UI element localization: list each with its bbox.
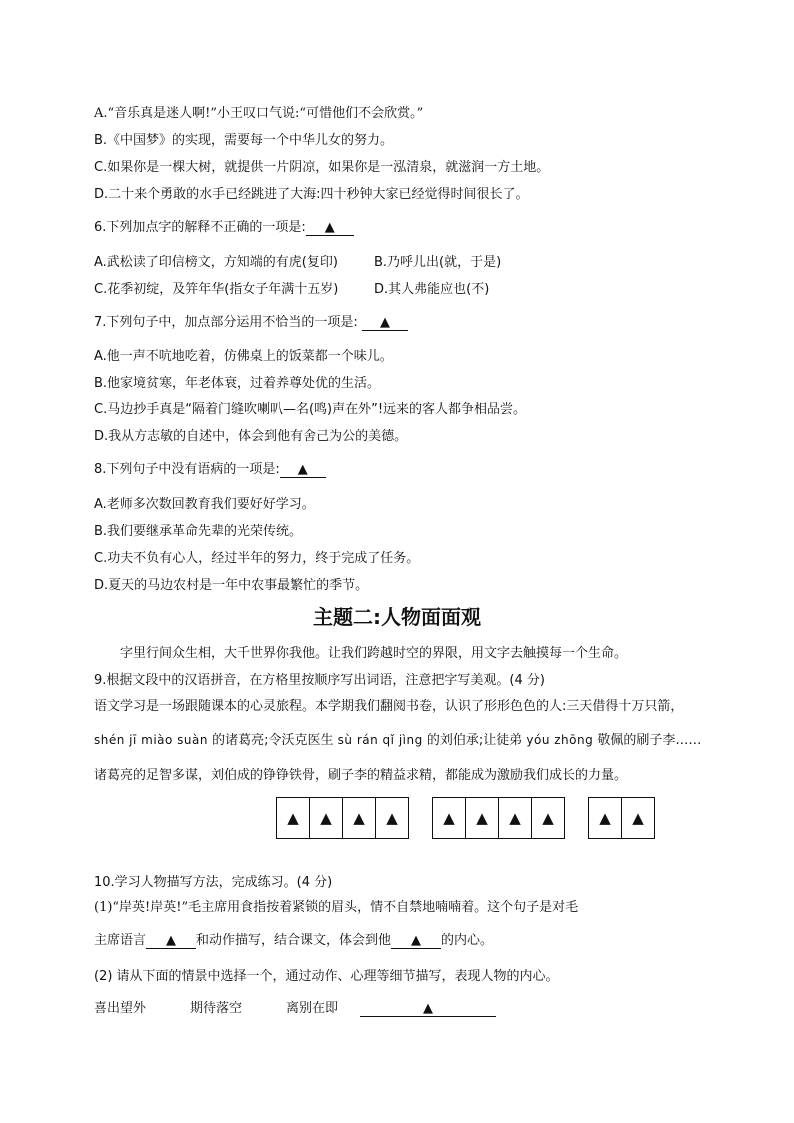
q6-option-c: C.花季初绽，及笄年华(指女子年满十五岁) bbox=[94, 282, 339, 297]
q8-option-c: C.功夫不负有心人，经过半年的努力，终于完成了任务。 bbox=[94, 551, 420, 566]
q9-text-b: 的刘伯承;让徒弟 bbox=[426, 733, 523, 748]
q9-stem: 9.根据文段中的汉语拼音，在方格里按顺序写出词语，注意把字写美观。(4 分) bbox=[94, 673, 545, 688]
q7-option-d: D.我从方志敏的自述中，体会到他有舍己为公的美德。 bbox=[94, 429, 408, 444]
q8-option-d: D.夏天的马边农村是一年中农事最繁忙的季节。 bbox=[94, 578, 369, 593]
answer-box[interactable]: ▲ bbox=[343, 798, 376, 838]
q6-option-b: B.乃呼儿出(就，于是) bbox=[374, 255, 502, 270]
q8-stem-text: 8.下列句子中没有语病的一项是: bbox=[94, 462, 280, 477]
q9-pinyin-1: shén jī miào suàn bbox=[94, 733, 208, 747]
q7-option-a: A.他一声不吭地吃着，仿佛桌上的饭菜都一个味儿。 bbox=[94, 349, 393, 364]
q5-option-a: A.“音乐真是迷人啊!”小王叹口气说:“可惜他们不会欣赏。” bbox=[94, 106, 424, 121]
q10-text-b: 和动作描写，结合课文，体会到他 bbox=[196, 933, 392, 948]
q5-option-b: B.《中国梦》的实现，需要每一个中华儿女的努力。 bbox=[94, 133, 394, 148]
q9-passage-line3: 诸葛亮的足智多谋，刘伯成的铮铮铁骨，刷子李的精益求精，都能成为激励我们成长的力量。 bbox=[94, 768, 628, 783]
q9-answer-boxes-3 bbox=[588, 797, 655, 839]
choice-1: 喜出望外 bbox=[94, 1001, 147, 1016]
q9-answer-boxes-1 bbox=[276, 797, 409, 839]
q10-blank-2[interactable]: ▲ bbox=[391, 933, 441, 949]
q7-answer-blank[interactable]: ▲ bbox=[362, 315, 408, 331]
answer-box[interactable]: ▲ bbox=[632, 809, 644, 827]
q6-option-d: D.其人弗能应也(不) bbox=[374, 282, 490, 297]
q7-option-b: B.他家境贫寒，年老体衰，过着养尊处优的生活。 bbox=[94, 376, 381, 391]
q8-option-a: A.老师多次数回教育我们要好好学习。 bbox=[94, 497, 315, 512]
q9-text-a: 的诸葛亮;令沃克医生 bbox=[212, 733, 334, 748]
answer-box[interactable]: ▲ bbox=[386, 809, 398, 827]
theme2-intro: 字里行间众生相，大千世界你我他。让我们跨越时空的界限，用文字去触摸每一个生命。 bbox=[120, 646, 628, 661]
q6-answer-blank[interactable]: ▲ bbox=[306, 220, 354, 236]
q8-answer-blank[interactable]: ▲ bbox=[280, 462, 326, 478]
q10-part1-line1: (1)“岸英!岸英!”毛主席用食指按着紧锁的眉头，情不自禁地喃喃着。这个句子是对毛 bbox=[94, 900, 579, 915]
q9-passage-line1: 语文学习是一场跟随课本的心灵旅程。本学期我们翻阅书卷，认识了形形色色的人:三天借得十万只箭， bbox=[94, 699, 684, 714]
q5-option-c: C.如果你是一棵大树，就提供一片阴凉，如果你是一泓清泉，就滋润一方土地。 bbox=[94, 160, 550, 175]
q10-text-a: 主席语言 bbox=[94, 933, 147, 948]
q10-stem: 10.学习人物描写方法，完成练习。(4 分) bbox=[94, 875, 333, 890]
q7-stem bbox=[94, 314, 408, 332]
answer-box[interactable]: ▲ bbox=[277, 798, 310, 838]
choice-3: 离别在即 bbox=[286, 1001, 339, 1016]
q8-stem bbox=[94, 461, 326, 479]
choice-2: 期待落空 bbox=[190, 1001, 243, 1016]
q9-pinyin-3: yóu zhōng bbox=[526, 733, 594, 747]
q6-stem-text: 6.下列加点字的解释不正确的一项是: bbox=[94, 220, 306, 235]
answer-box[interactable]: ▲ bbox=[499, 798, 532, 838]
q5-option-d: D.二十来个勇敢的水手已经跳进了大海:四十秒钟大家已经觉得时间很长了。 bbox=[94, 187, 529, 202]
q6-option-a: A.武松读了印信榜文，方知端的有虎(复印) bbox=[94, 255, 338, 270]
q9-pinyin-2: sù rán qǐ jìng bbox=[337, 733, 423, 747]
q9-answer-boxes-2 bbox=[432, 797, 565, 839]
q6-stem bbox=[94, 219, 354, 237]
answer-box[interactable]: ▲ bbox=[542, 809, 554, 827]
theme2-title: 主题二:人物面面观 bbox=[313, 605, 481, 629]
q7-option-c: C.马边抄手真是“隔着门缝吹喇叭—名(鸣)声在外”!远来的客人都争相品尝。 bbox=[94, 402, 527, 417]
q10-choices bbox=[94, 1000, 496, 1018]
q8-option-b: B.我们要继承革命先辈的光荣传统。 bbox=[94, 524, 303, 539]
q9-text-c: 敬佩的刷子李…… bbox=[597, 733, 702, 748]
answer-box[interactable]: ▲ bbox=[466, 798, 499, 838]
q10-blank-1[interactable]: ▲ bbox=[146, 933, 196, 949]
answer-box[interactable]: ▲ bbox=[433, 798, 466, 838]
q10-answer-blank[interactable]: ▲ bbox=[360, 1001, 496, 1017]
answer-box[interactable]: ▲ bbox=[310, 798, 343, 838]
q10-part2-line: (2) 请从下面的情景中选择一个，通过动作、心理等细节描写，表现人物的内心。 bbox=[94, 969, 559, 984]
q9-passage-line2 bbox=[94, 731, 701, 750]
q7-stem-text: 7.下列句子中，加点部分运用不恰当的一项是: bbox=[94, 315, 358, 330]
q10-part1-line2 bbox=[94, 932, 493, 950]
q10-text-c: 的内心。 bbox=[441, 933, 494, 948]
answer-box[interactable]: ▲ bbox=[589, 798, 622, 838]
